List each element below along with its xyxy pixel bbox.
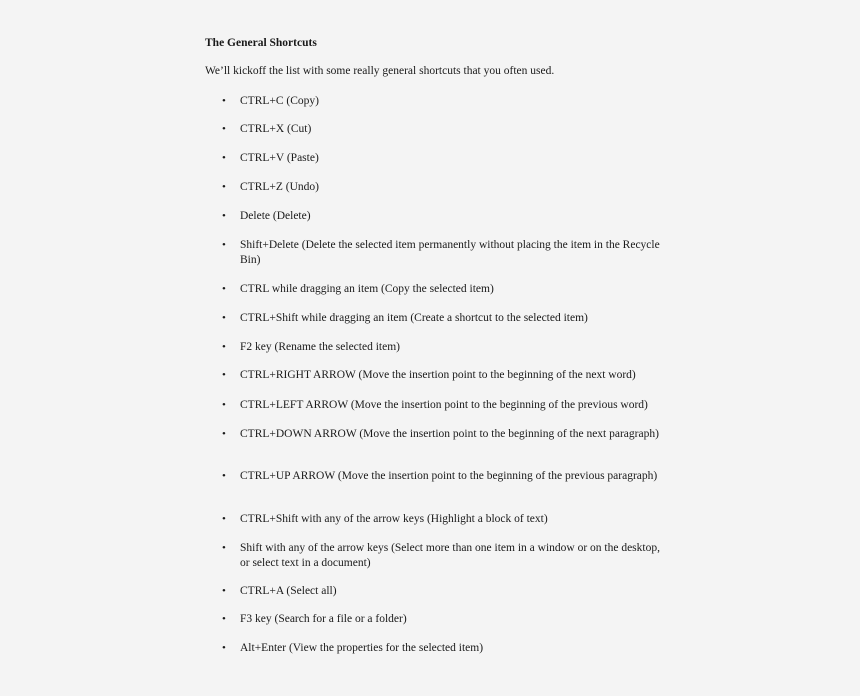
document-title: The General Shortcuts <box>205 37 317 49</box>
bullet-icon: • <box>222 152 226 164</box>
list-item <box>222 541 662 571</box>
bullet-icon: • <box>222 613 226 625</box>
list-item <box>222 584 662 599</box>
list-item-text: Shift with any of the arrow keys (Select more than one item in a window or on the desktop, or select text in a document) <box>240 542 660 569</box>
list-item-text: CTRL+DOWN ARROW (Move the insertion point to the beginning of the next paragraph) <box>240 428 659 440</box>
list-item <box>222 209 662 224</box>
list-item <box>222 512 662 527</box>
bullet-icon: • <box>222 399 226 411</box>
list-item-text: CTRL+UP ARROW (Move the insertion point to the beginning of the previous paragraph) <box>240 470 658 482</box>
list-item-text: CTRL+Shift with any of the arrow keys (Highlight a block of text) <box>240 513 548 525</box>
bullet-icon: • <box>222 283 226 295</box>
list-item-text: CTRL+X (Cut) <box>240 123 312 135</box>
list-item-text: Delete (Delete) <box>240 210 311 222</box>
list-item-text: CTRL+A (Select all) <box>240 585 337 597</box>
list-item <box>222 238 662 268</box>
bullet-icon: • <box>222 95 226 107</box>
list-item-text: CTRL+LEFT ARROW (Move the insertion point to the beginning of the previous word) <box>240 399 648 411</box>
list-item <box>222 94 662 109</box>
list-item-text: F3 key (Search for a file or a folder) <box>240 613 407 625</box>
list-item-text: CTRL+Shift while dragging an item (Create a shortcut to the selected item) <box>240 312 588 324</box>
list-item <box>222 427 662 442</box>
intro-paragraph: We’ll kickoff the list with some really general shortcuts that you often used. <box>205 65 555 77</box>
bullet-icon: • <box>222 239 226 251</box>
bullet-icon: • <box>222 642 226 654</box>
list-item <box>222 368 662 383</box>
list-item <box>222 340 662 355</box>
list-item <box>222 311 662 326</box>
list-item-text: CTRL+Z (Undo) <box>240 181 319 193</box>
bullet-icon: • <box>222 585 226 597</box>
list-item-text: Alt+Enter (View the properties for the selected item) <box>240 642 484 654</box>
list-item <box>222 641 662 656</box>
bullet-icon: • <box>222 341 226 353</box>
list-item <box>222 180 662 195</box>
bullet-icon: • <box>222 123 226 135</box>
list-item <box>222 469 662 484</box>
list-item <box>222 398 662 413</box>
bullet-icon: • <box>222 369 226 381</box>
bullet-icon: • <box>222 428 226 440</box>
list-item-text: Shift+Delete (Delete the selected item permanently without placing the item in the Recycle Bin) <box>240 239 660 266</box>
list-item <box>222 151 662 166</box>
list-item <box>222 612 662 627</box>
list-item <box>222 122 662 137</box>
bullet-icon: • <box>222 542 226 554</box>
bullet-icon: • <box>222 210 226 222</box>
list-item-text: CTRL+RIGHT ARROW (Move the insertion point to the beginning of the next word) <box>240 369 636 381</box>
bullet-icon: • <box>222 470 226 482</box>
list-item-text: F2 key (Rename the selected item) <box>240 341 400 353</box>
bullet-icon: • <box>222 312 226 324</box>
list-item <box>222 282 662 297</box>
list-item-text: CTRL+V (Paste) <box>240 152 319 164</box>
bullet-icon: • <box>222 181 226 193</box>
bullet-icon: • <box>222 513 226 525</box>
list-item-text: CTRL+C (Copy) <box>240 95 320 107</box>
list-item-text: CTRL while dragging an item (Copy the selected item) <box>240 283 494 295</box>
